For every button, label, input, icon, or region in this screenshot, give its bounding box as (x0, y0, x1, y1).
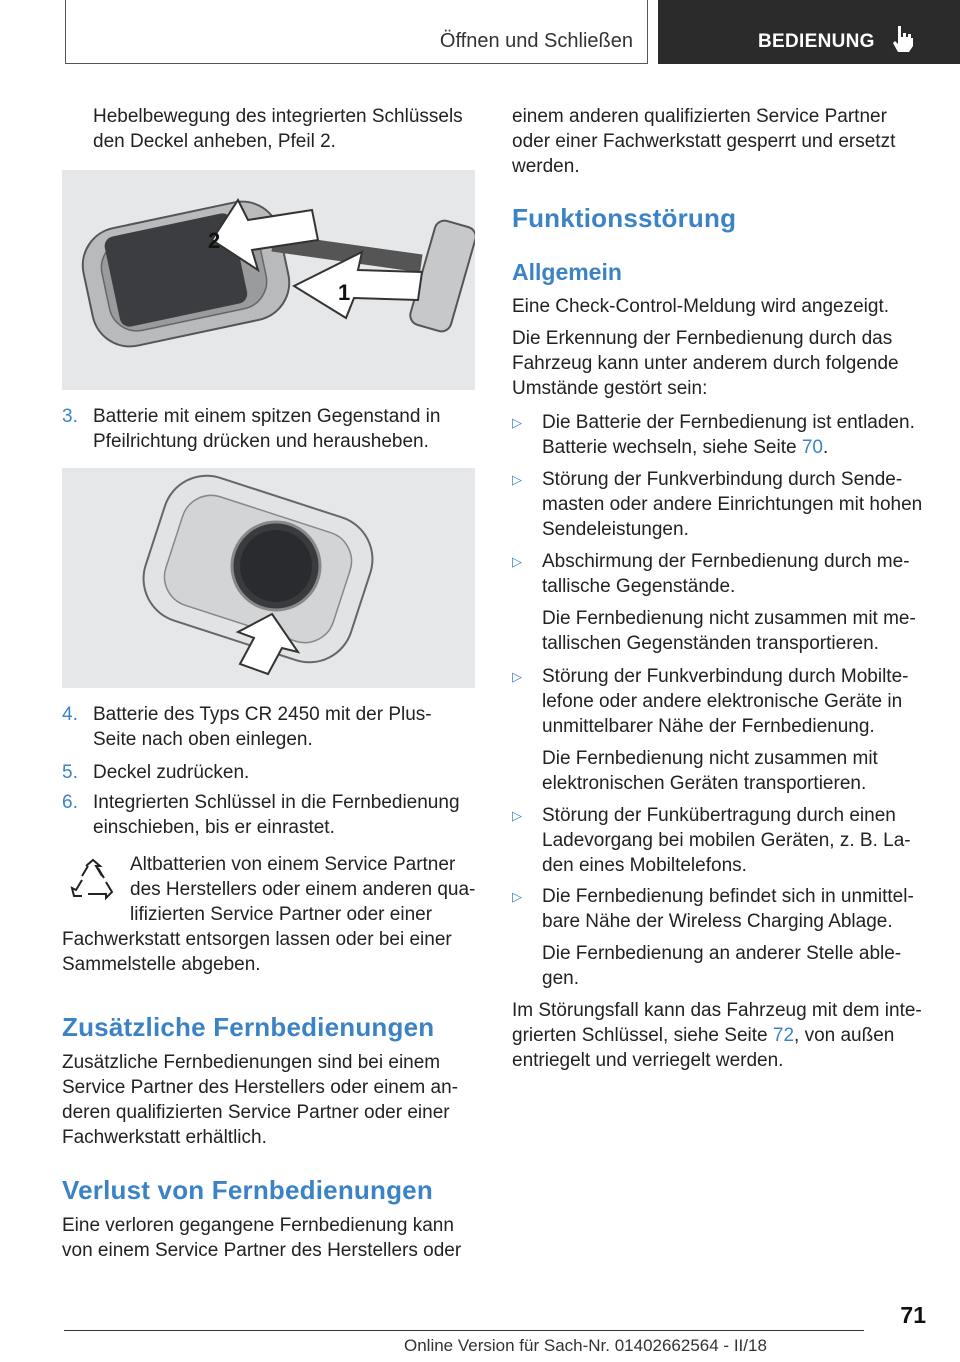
note-line-1: Altbatterien von einem Service Partner (130, 854, 456, 875)
intro-line-1: Hebelbewegung des integrierten Schlüssels (93, 106, 463, 127)
bullet-line-1: Störung der Funkübertragung durch einen (542, 805, 896, 826)
bullet-arrow-icon: ▷ (512, 472, 522, 487)
zusatz-line-1: Zusätzliche Fernbedienungen sind bei einem (62, 1052, 441, 1073)
intro-line-2: den Deckel anheben, Pfeil 2. (93, 131, 336, 152)
para-erkennung-line-2: Fahrzeug kann unter anderem durch folgende (512, 353, 899, 374)
bullet-arrow-icon: ▷ (512, 889, 522, 904)
bullet-arrow-icon: ▷ (512, 808, 522, 823)
para-stoerungsfall-line-1: Im Störungsfall kann das Fahrzeug mit dem inte- (512, 1000, 922, 1021)
header-chapter-title: BEDIENUNG (758, 31, 875, 52)
step-text-line-2: Seite nach oben einlegen. (93, 729, 313, 750)
header-section-tab (65, 0, 648, 64)
bullet-line-1: Störung der Funkverbindung durch Sende- (542, 469, 903, 490)
bullet-item (512, 410, 932, 460)
para-stoerungsfall-text-end: , von außen (794, 1025, 895, 1046)
bullet-line-2: bare Nähe der Wireless Charging Ablage. (542, 911, 893, 932)
step-number: 4. (62, 704, 78, 725)
step-number: 6. (62, 792, 78, 813)
zusatz-line-3: deren qualifizierten Service Partner oder einer (62, 1102, 450, 1123)
bullet-line-2-end: . (822, 437, 829, 458)
bullet-item (512, 664, 932, 794)
para-stoerungsfall-line-2 (512, 1023, 894, 1048)
key-illustration-1 (62, 170, 475, 390)
heading-zusaetzliche-fernbedienungen: Zusätzliche Fernbedienungen (62, 1012, 435, 1042)
bullet-line-2: tallische Gegenstände. (542, 576, 736, 597)
bullet-arrow-icon: ▷ (512, 415, 522, 430)
step-number: 5. (62, 762, 78, 783)
figure-key-open (62, 170, 475, 390)
para-erkennung-line-3: Umstände gestört sein: (512, 378, 708, 399)
heading-allgemein: Allgemein (512, 259, 622, 285)
header-chapter-tab (658, 0, 960, 64)
heading-funktionsstoerung: Funktionsstörung (512, 203, 737, 233)
bullet-item (512, 803, 932, 878)
footer-divider (64, 1330, 864, 1331)
recycling-icon (68, 856, 118, 906)
verlust-line-2: von einem Service Partner des Herstellers oder (62, 1240, 462, 1261)
figure-battery-removal (62, 468, 475, 688)
footer-version: Online Version für Sach-Nr. 01402662564 - II/18 (404, 1336, 767, 1355)
hand-pointer-icon (890, 24, 916, 54)
page-link-70[interactable]: 70 (801, 437, 823, 458)
bullet-line-3: den eines Mobiltelefons. (542, 855, 747, 876)
cont-line-2: oder einer Fachwerkstatt gesperrt und ersetzt (512, 131, 896, 152)
step-4 (62, 702, 477, 752)
bullet-arrow-icon: ▷ (512, 669, 522, 684)
bullet-line-2 (542, 435, 828, 460)
bullet-sub-line-1: Die Fernbedienung nicht zusammen mit me- (542, 608, 916, 629)
step-number: 3. (62, 406, 78, 427)
note-line-5: Sammelstelle abgeben. (62, 954, 261, 975)
step-6 (62, 790, 477, 840)
bullet-line-2-text: Batterie wechseln, siehe Seite (542, 437, 802, 458)
bullet-line-1: Die Fernbedienung befindet sich in unmittel- (542, 886, 914, 907)
zusatz-line-4: Fachwerkstatt erhältlich. (62, 1127, 267, 1148)
bullet-sub-line-1: Die Fernbedienung nicht zusammen mit (542, 748, 878, 769)
bullet-sub-line-2: gen. (542, 968, 579, 989)
bullet-item (512, 884, 932, 994)
note-line-2: des Herstellers oder einem anderen qua- (130, 879, 476, 900)
verlust-line-1: Eine verloren gegangene Fernbedienung kann (62, 1215, 454, 1236)
page-link-72[interactable]: 72 (772, 1025, 795, 1046)
note-line-3: lifizierten Service Partner oder einer (130, 904, 433, 925)
header-section-title: Öffnen und Schließen (439, 30, 633, 52)
para-check-control: Eine Check-Control-Meldung wird angezeigt. (512, 296, 890, 317)
bullet-sub-line-2: tallischen Gegenständen transportieren. (542, 633, 879, 654)
para-erkennung-line-1: Die Erkennung der Fernbedienung durch das (512, 328, 893, 349)
bullet-item (512, 467, 932, 542)
bullet-line-2: masten oder andere Einrichtungen mit hohen (542, 494, 923, 515)
bullet-sub-line-1: Die Fernbedienung an anderer Stelle able- (542, 943, 902, 964)
step-text-line-1: Batterie des Typs CR 2450 mit der Plus- (93, 704, 432, 725)
step-text-line-2: einschieben, bis er einrastet. (93, 817, 335, 838)
step-5 (62, 760, 477, 785)
para-stoerungsfall-line-3: entriegelt und verriegelt werden. (512, 1050, 784, 1071)
zusatz-line-2: Service Partner des Herstellers oder einem an- (62, 1077, 459, 1098)
arrow-label-2: 2 (208, 228, 221, 253)
page-number: 71 (900, 1302, 926, 1328)
para-stoerungsfall-text: grierten Schlüssel, siehe Seite (512, 1025, 773, 1046)
bullet-line-2: Ladevorgang bei mobilen Geräten, z. B. La- (542, 830, 911, 851)
key-illustration-2 (62, 468, 475, 688)
bullet-line-3: unmittelbarer Nähe der Fernbedienung. (542, 716, 875, 737)
step-text-line-1: Integrierten Schlüssel in die Fernbedienung (93, 792, 460, 813)
step-text-line-2: Pfeilrichtung drücken und herausheben. (93, 431, 429, 452)
note-line-4: Fachwerkstatt entsorgen lassen oder bei einer (62, 929, 452, 950)
arrow-label-1: 1 (338, 280, 351, 305)
cont-line-3: werden. (512, 156, 580, 177)
bullet-line-2: lefone oder andere elektronische Geräte in (542, 691, 903, 712)
step-text-line-1: Deckel zudrücken. (93, 762, 250, 783)
step-text-line-1: Batterie mit einem spitzen Gegenstand in (93, 406, 441, 427)
bullet-line-1: Die Batterie der Fernbedienung ist entladen. (542, 412, 915, 433)
step-3 (62, 404, 477, 454)
bullet-sub-line-2: elektronischen Geräten transportieren. (542, 773, 867, 794)
bullet-item (512, 549, 932, 659)
bullet-arrow-icon: ▷ (512, 554, 522, 569)
cont-line-1: einem anderen qualifizierten Service Partner (512, 106, 887, 127)
heading-verlust-fernbedienungen: Verlust von Fernbedienungen (62, 1175, 433, 1205)
bullet-line-1: Störung der Funkverbindung durch Mobilte- (542, 666, 909, 687)
bullet-line-3: Sendeleistungen. (542, 519, 689, 540)
bullet-line-1: Abschirmung der Fernbedienung durch me- (542, 551, 910, 572)
